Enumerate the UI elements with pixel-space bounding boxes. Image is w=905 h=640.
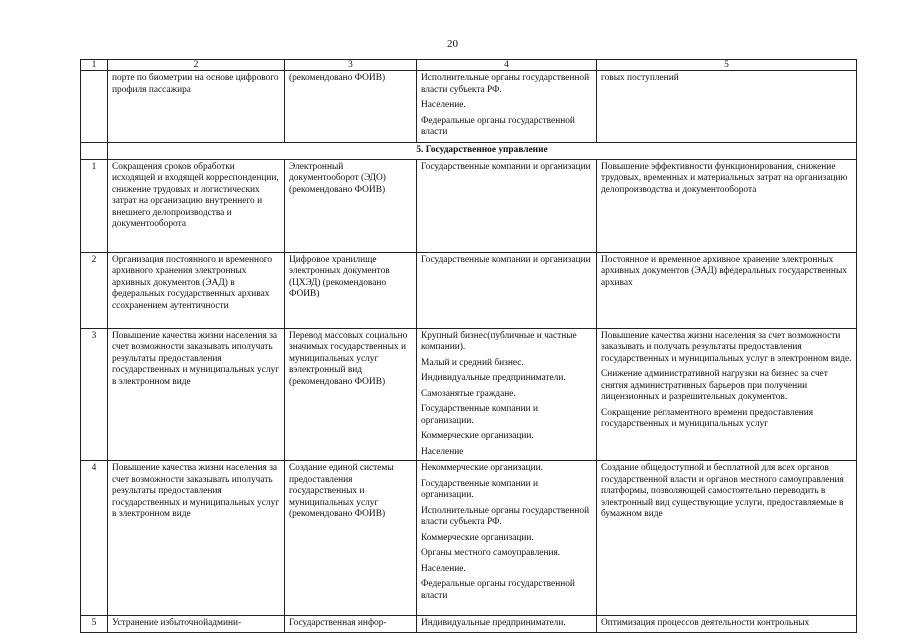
solution-cell: Государственная инфор- [285,616,417,633]
effect-cell: говых поступлений [597,71,857,143]
page-number: 20 [447,38,458,50]
table-row [81,461,857,616]
consumers-cell [417,71,597,143]
task-cell: Организация постоянного и временного архивного хранения электронных архивных документов (ЭАД) в федеральных государственных архивах ссохранением аутентичности [108,252,285,328]
header-cell: 4 [417,60,597,71]
effect-item: Оптимизация процессов деятельности контрольных [601,618,810,628]
consumers-cell [417,461,597,616]
effect-item: Снижение административной нагрузки на бизнес за счет снятия административных барьеров при получении лицензионных и разрешительных документов. [601,369,828,402]
consumer-item: Население. [421,100,466,110]
consumer-item: Коммерческие организации. [421,532,534,543]
solution-cell: Создание единой системы предоставления государственных и муниципальных услуг (рекомендовано ФОИВ) [285,461,417,616]
consumer-item: Крупный бизнес(публичные и частные компании). [421,330,577,352]
effect-item: Повышение качества жизни населения за счет возможности заказывать и получать результаты предоставления государственных и муниципальных услуг в электронном виде. [601,330,852,364]
consumer-item: Население [421,446,464,457]
task-cell: Повышение качества жизни населения за счет возможности заказывать иполучать результаты предоставления государственных и муниципальных услуг в электронном виде [108,461,285,616]
header-cell: 5 [597,60,857,71]
row-number: 2 [81,252,108,328]
effect-item: Повышение эффективности функционирования, снижение трудовых, временных и материальных затрат на организацию делопроизводства и документооборота [601,161,848,195]
solution-cell: Электронный документооборот (ЭДО)(рекомендовано ФОИВ) [285,159,417,252]
consumer-item: Коммерческие организации. [421,431,534,441]
task-cell: Сокращения сроков обработки исходящей и входящей корреспонденции, снижение трудовых и логистических затрат на организацию внутреннего и внешнего делопроизводства и документооборота [108,159,285,252]
row-number: 1 [81,159,108,252]
effect-cell [597,252,857,328]
consumer-item: Государственные компании и организации. [421,478,539,500]
solution-cell: Цифровое хранилище электронных документов (ЦХЭД) (рекомендовано ФОИВ) [285,252,417,328]
row-number: 4 [81,461,108,616]
consumer-item: Органы местного самоуправления. [421,548,561,558]
task-cell: порте по биометрии на основе цифрового профиля пассажира [108,71,285,143]
effect-item: Постоянное и временное архивное хранение электронных архивных документов (ЭАД) вфедеральных государственных архивах [601,254,847,288]
consumer-item: Государственные компании и организации [421,254,591,265]
section-title: 5. Государственное управление [108,143,857,160]
header-cell: 1 [81,60,108,71]
consumer-item: Индивидуальные предприниматели. [421,618,566,628]
effect-cell [597,461,857,616]
table-row [81,252,857,328]
consumer-item: Федеральные органы государственной власти [421,115,575,137]
effect-item: Создание общедоступной и бесплатной для всех органов государственной власти и органов местного самоуправления платформы, позволяющей самостоятельно переводить в электронный вид существующие услуги, предоставляемые в бумажном виде [601,463,844,519]
consumers-cell [417,159,597,252]
consumer-item: Исполнительные органы государственной власти субъекта РФ. [421,73,590,95]
measures-table [80,59,857,633]
consumer-item: Население. [421,563,466,574]
consumer-item: Федеральные органы государственной власти [421,579,575,601]
consumer-item: Индивидуальные предприниматели. [421,373,566,383]
section-row [81,143,857,160]
row-number: 5 [81,616,108,633]
effect-cell [597,328,857,461]
effect-item: Сокращение регламентного времени предоставления государственных и муниципальных услуг [601,407,814,429]
header-cell: 3 [285,60,417,71]
row-number: 3 [81,328,108,461]
table-row [81,616,857,633]
consumers-cell [417,616,597,633]
consumers-cell [417,252,597,328]
task-cell: Повышение качества жизни населения за счет возможности заказывать иполучать результаты предоставления государственных и муниципальных услуг в электронном виде [108,328,285,461]
consumer-item: Малый и средний бизнес. [421,357,524,368]
header-cell: 2 [108,60,285,71]
task-cell: Устранение избыточнойадмини- [108,616,285,633]
solution-cell: (рекомендовано ФОИВ) [285,71,417,143]
consumer-item: Исполнительные органы государственной власти субъекта РФ. [421,505,590,527]
effect-cell [597,159,857,252]
consumers-cell [417,328,597,461]
row-number [81,71,108,143]
solution-cell: Перевод массовых социально значимых государственных и муниципальных услуг вэлектронный вид (рекомендовано ФОИВ) [285,328,417,461]
header-row [81,60,857,71]
consumer-item: Некоммерческие организации. [421,463,544,473]
consumer-item: Государственные компании и организации. [421,404,539,426]
table-row-continued [81,71,857,143]
table-row [81,328,857,461]
effect-cell [597,616,857,633]
table-row [81,159,857,252]
consumer-item: Государственные компании и организации [421,161,591,172]
consumer-item: Самозанятые граждане. [421,388,516,399]
